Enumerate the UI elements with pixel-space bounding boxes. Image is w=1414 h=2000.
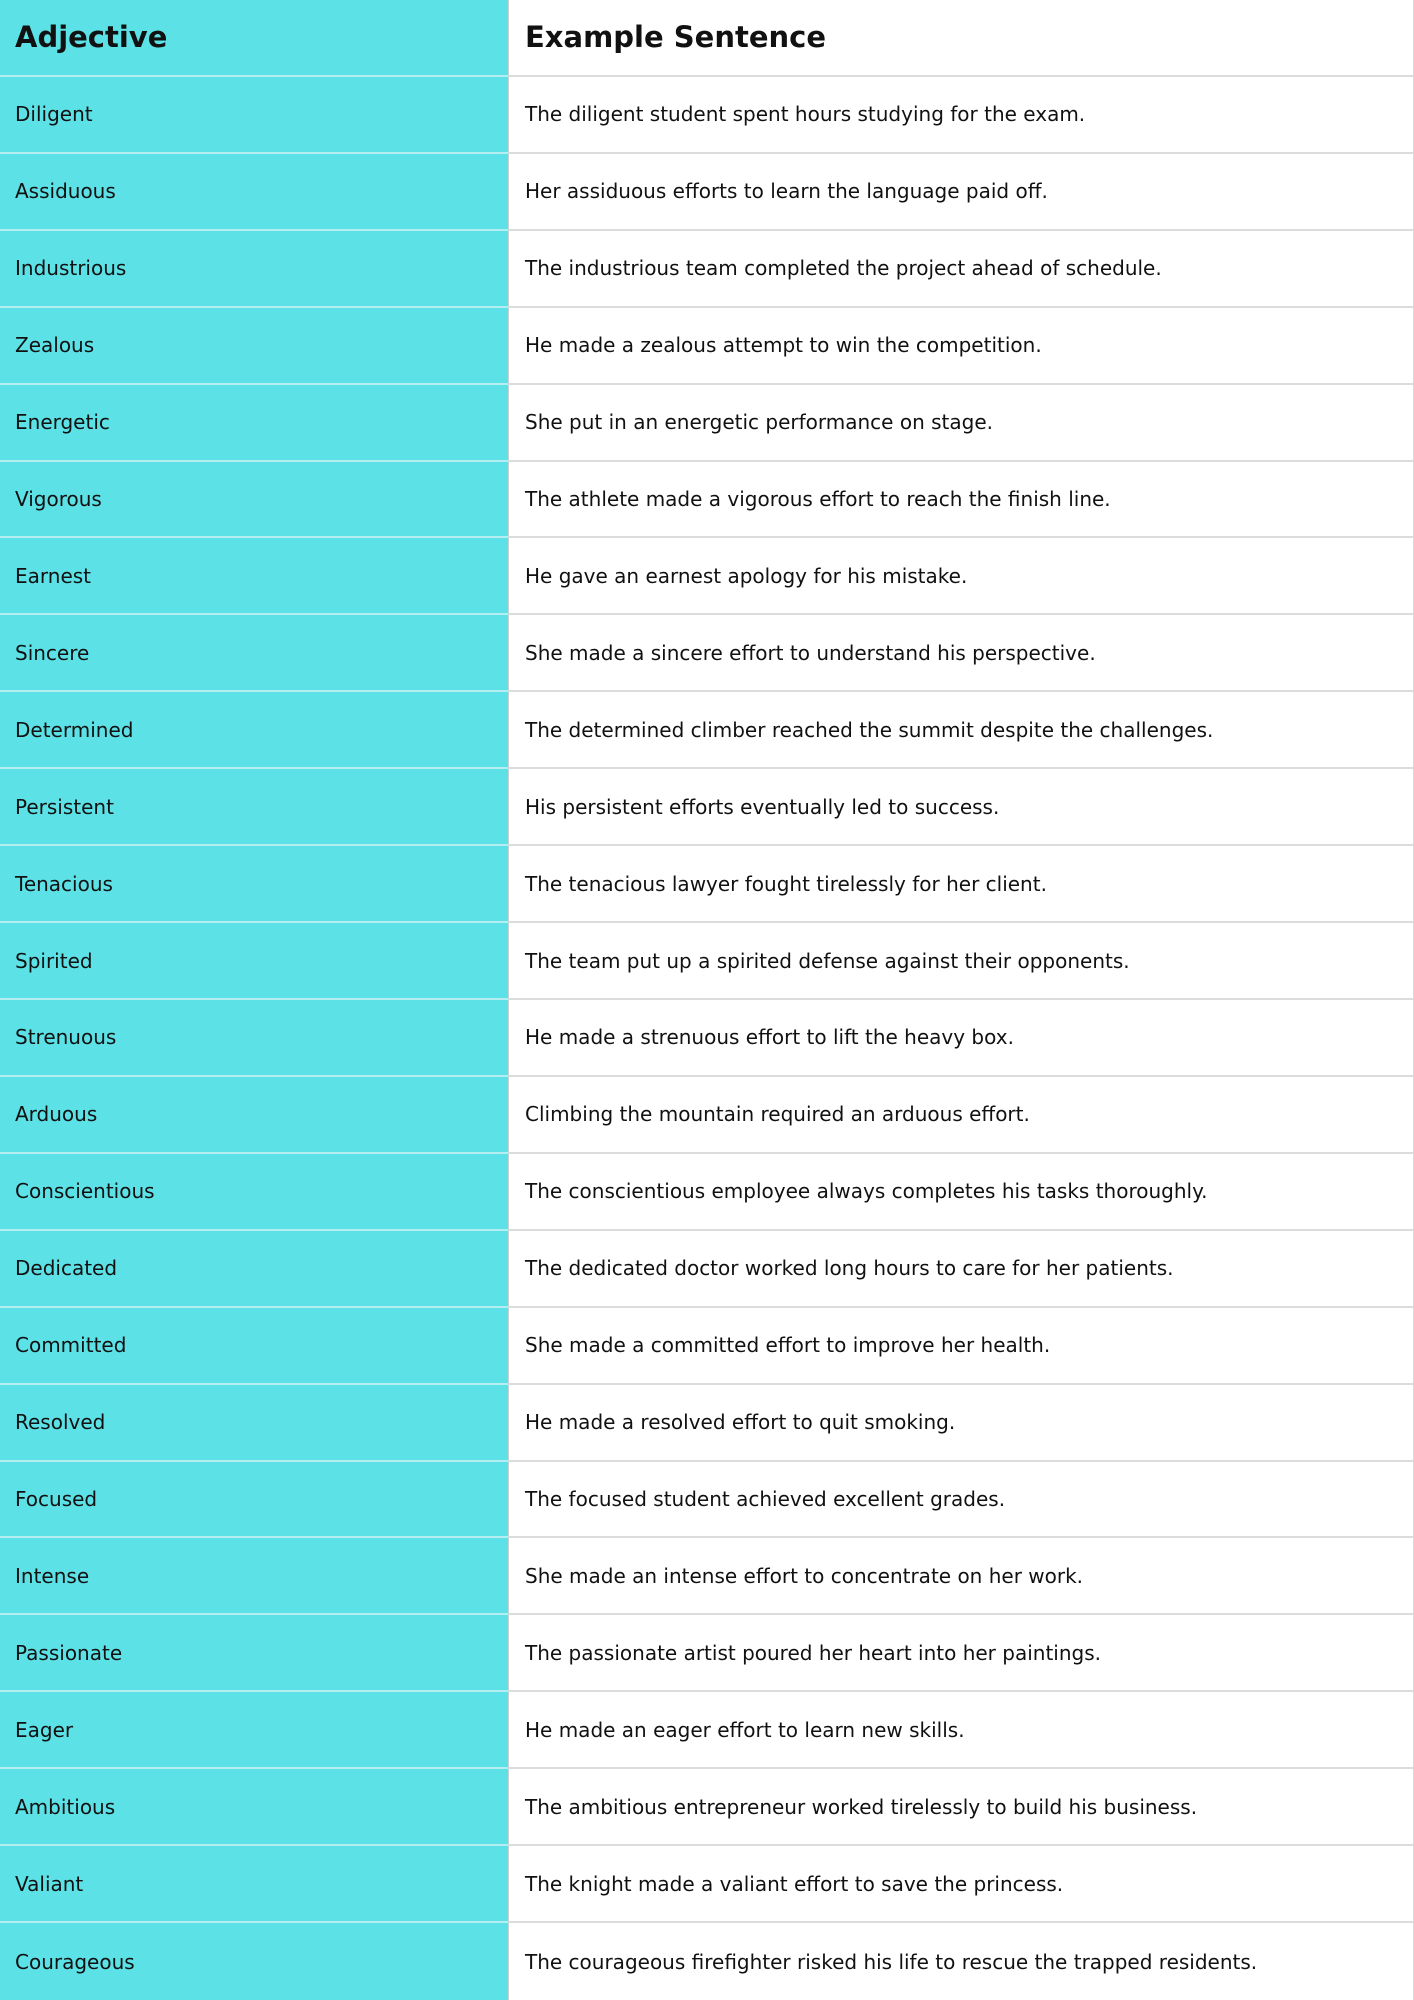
example-sentence-cell: She put in an energetic performance on stage.	[509, 385, 1413, 462]
adjective-cell: Conscientious	[0, 1154, 509, 1231]
adjective-cell: Eager	[0, 1692, 509, 1769]
example-sentence-cell: The tenacious lawyer fought tirelessly for her client.	[509, 846, 1413, 923]
example-sentence-cell: The focused student achieved excellent grades.	[509, 1462, 1413, 1539]
example-sentence-cell: He made a strenuous effort to lift the heavy box.	[509, 1000, 1413, 1077]
adjective-cell: Diligent	[0, 77, 509, 154]
adjective-cell: Committed	[0, 1308, 509, 1385]
example-sentence-cell: He made a zealous attempt to win the competition.	[509, 308, 1413, 385]
example-sentence-cell: Her assiduous efforts to learn the language paid off.	[509, 154, 1413, 231]
example-sentence-cell: The ambitious entrepreneur worked tirelessly to build his business.	[509, 1769, 1413, 1846]
adjective-cell: Courageous	[0, 1923, 509, 2000]
adjective-cell: Valiant	[0, 1846, 509, 1923]
adjective-cell: Intense	[0, 1538, 509, 1615]
example-sentence-cell: The conscientious employee always completes his tasks thoroughly.	[509, 1154, 1413, 1231]
example-sentence-cell: The dedicated doctor worked long hours to care for her patients.	[509, 1231, 1413, 1308]
example-sentence-cell: She made a sincere effort to understand his perspective.	[509, 615, 1413, 692]
adjective-cell: Persistent	[0, 769, 509, 846]
example-sentence-cell: The diligent student spent hours studying for the exam.	[509, 77, 1413, 154]
header-example-sentence: Example Sentence	[509, 0, 1413, 77]
example-sentence-cell: The knight made a valiant effort to save the princess.	[509, 1846, 1413, 1923]
example-sentence-cell: The passionate artist poured her heart into her paintings.	[509, 1615, 1413, 1692]
adjective-cell: Zealous	[0, 308, 509, 385]
example-sentence-cell: His persistent efforts eventually led to success.	[509, 769, 1413, 846]
adjective-cell: Arduous	[0, 1077, 509, 1154]
adjective-cell: Vigorous	[0, 462, 509, 539]
adjective-cell: Sincere	[0, 615, 509, 692]
example-sentence-cell: She made an intense effort to concentrate on her work.	[509, 1538, 1413, 1615]
header-adjective: Adjective	[0, 0, 509, 77]
example-sentence-cell: The industrious team completed the project ahead of schedule.	[509, 231, 1413, 308]
example-sentence-cell: The courageous firefighter risked his life to rescue the trapped residents.	[509, 1923, 1413, 2000]
example-sentence-cell: The athlete made a vigorous effort to reach the finish line.	[509, 462, 1413, 539]
example-sentence-cell: The determined climber reached the summit despite the challenges.	[509, 692, 1413, 769]
adjective-cell: Industrious	[0, 231, 509, 308]
adjective-cell: Spirited	[0, 923, 509, 1000]
adjective-cell: Earnest	[0, 538, 509, 615]
adjective-cell: Ambitious	[0, 1769, 509, 1846]
adjective-cell: Assiduous	[0, 154, 509, 231]
adjective-cell: Energetic	[0, 385, 509, 462]
adjective-cell: Strenuous	[0, 1000, 509, 1077]
example-sentence-cell: She made a committed effort to improve her health.	[509, 1308, 1413, 1385]
example-sentence-cell: The team put up a spirited defense against their opponents.	[509, 923, 1413, 1000]
example-sentence-cell: He made an eager effort to learn new skills.	[509, 1692, 1413, 1769]
adjective-cell: Resolved	[0, 1385, 509, 1462]
adjective-cell: Passionate	[0, 1615, 509, 1692]
adjective-cell: Dedicated	[0, 1231, 509, 1308]
adjective-cell: Tenacious	[0, 846, 509, 923]
example-sentence-cell: He gave an earnest apology for his mistake.	[509, 538, 1413, 615]
adjective-cell: Focused	[0, 1462, 509, 1539]
adjective-cell: Determined	[0, 692, 509, 769]
example-sentence-cell: Climbing the mountain required an arduous effort.	[509, 1077, 1413, 1154]
example-sentence-cell: He made a resolved effort to quit smoking.	[509, 1385, 1413, 1462]
